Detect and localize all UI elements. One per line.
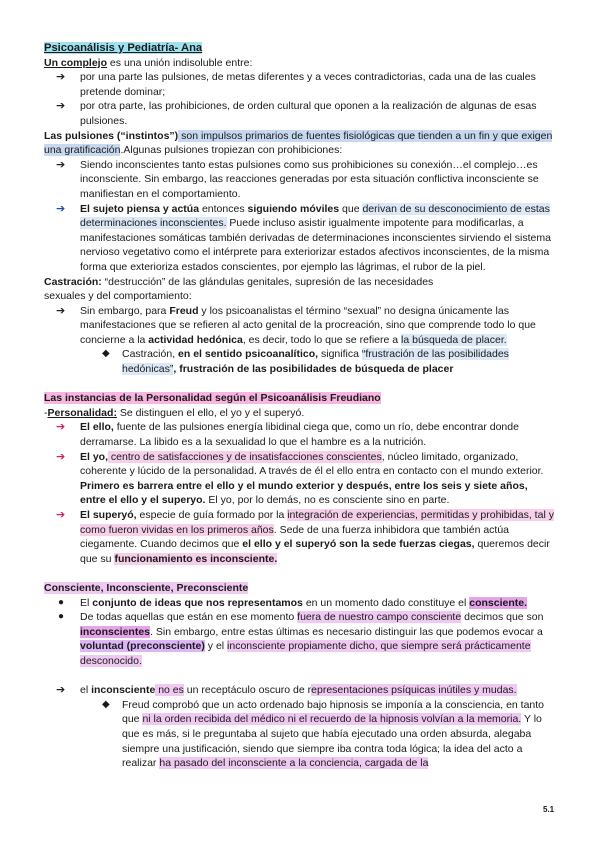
list-item: ➔ Siendo inconscientes tanto estas pulsiones como sus prohibiciones su conexión…el complejo…es inconsciente. Sin embargo, las reacciones generadas por esta situación conflictiva inconsciente se manifiestan en el comportamiento. — [56, 158, 539, 200]
list-item: ➔ El sujeto piensa y actúa entonces siguiendo móviles que derivan de su desconocimiento de estas determinaciones inconscientes. Puede incluso asistir igualmente impotente para modificarlas, a manifestaciones somáticas también derivadas de determinaciones inconscientes sirviendo el sistema nervioso vegetativo como el intérprete para exteriorizar estados afectivos inconscientes, de la misma forma que exterioriza estados conscientes, por ejemplo las lágrimas, el rubor de la piel. — [56, 202, 551, 273]
list-item-superyo: ➔ El superyó, especie de guía formado por la integración de experiencias, permitidas y prohibidas, tal y como fueron vividas en los primeros años. Sede de una fuerza inhibidora que también actúa ciegamente. Cuando decimos que el ello y el superyó son la sede fuerzas ciegas, queremos decir que su funcionamiento es inconsciente. — [56, 509, 554, 565]
sub-list-item: ◆ Castración, en el sentido psicoanalítico, significa “frustración de las posibilidades hedónicas”, frustración de las posibilidades de búsqueda de placer — [102, 348, 509, 376]
list-item: ➔ por otra parte, las prohibiciones, de orden cultural que oponen a la realización de algunas de esas pulsiones. — [56, 100, 537, 127]
sub-list-item: ◆ Freud comprobó que un acto ordenado bajo hipnosis se imponía a la consciencia, en tanto que ni la orden recibida del médico ni el recuerdo de la hipnosis volvían a la memoria. Y lo que es más, si le preguntaba al sujeto que había ejecutado una orden absurda, alegaba siempre una justificación, siendo que siempre iba contra toda lógica; la idea del acto a realizar ha pasado del inconsciente a la conciencia, cargada de la — [102, 698, 545, 770]
document-page — [44, 41, 556, 771]
arrow-icon: ➔ — [56, 450, 66, 463]
page-title: Psicoanálisis y Pediatría- Ana — [44, 42, 203, 54]
arrow-icon: ➔ — [56, 100, 66, 113]
page-number: 5.1 — [543, 805, 555, 814]
castracion-definition: Castración: “destrucción” de las glándulas genitales, supresión de las necesidades — [44, 275, 434, 288]
consciente-heading: Consciente, Inconsciente, Preconsciente — [44, 581, 249, 594]
instancias-heading: Las instancias de la Personalidad según el Psicoanálisis Freudiano — [44, 392, 381, 405]
arrow-icon: ➔ — [56, 304, 66, 317]
castracion-definition-cont: sexuales y del comportamiento: — [44, 290, 192, 303]
bullet-item: ● De todas aquellas que están en ese momento fuera de nuestro campo consciente decimos que son inconscientes. Sin embargo, entre estas últimas es necesario distinguir las que podemos evocar a voluntad (preconsciente) y el inconsciente propiamente dicho, que siempre será prácticamente desconocido. — [58, 611, 544, 667]
complejo-definition: Un complejo es una unión indisoluble entre: — [44, 56, 253, 69]
arrow-icon: ➔ — [56, 509, 66, 521]
bullet-icon: ● — [58, 596, 65, 608]
list-item-yo: ➔ El yo, centro de satisfacciones y de insatisfacciones conscientes, núcleo limitado, organizado, coherente y lúcido de la personalidad. A través de él el ello entra en contacto con el mundo exterior. Primero es barrera entre el ello y el mundo exterior y después, entre los seis y siete años, entre el ello y el superyo. El yo, por lo demás, no es consciente sino en parte. — [56, 450, 544, 507]
bullet-item: ● El conjunto de ideas que nos representamos en un momento dado constituye el consciente. — [58, 596, 528, 609]
list-item: ➔ Sin embargo, para Freud y los psicoanalistas el término “sexual” no designa únicamente las manifestaciones que se refieren al acto genital de la procreación, sino que comprende todo lo que concierne a la actividad hedónica, es decir, todo lo que se refiere a la búsqueda de placer. — [56, 304, 536, 346]
list-item-ello: ➔ El ello, fuente de las pulsiones energía libidinal ciega que, como un río, debe encontrar donde derramarse. La libido es a la sexualidad lo que el hambre es a la nutrición. — [56, 421, 519, 449]
list-item: ➔ por una parte las pulsiones, de metas diferentes y a veces contradictorias, cada una de las cuales pretende dominar; — [56, 71, 536, 98]
diamond-bullet-icon: ◆ — [102, 348, 110, 360]
arrow-icon: ➔ — [56, 202, 66, 215]
pulsiones-definition: Las pulsiones (“instintos”) son impulsos primarios de fuentes fisiológicas que tienden a un fin y que exigen una gratificación.Algunas pulsiones tropiezan con prohibiciones: — [44, 129, 553, 157]
arrow-icon: ➔ — [56, 158, 66, 171]
bullet-icon: ● — [58, 611, 65, 623]
arrow-icon: ➔ — [56, 71, 66, 84]
list-item: ➔ el inconsciente no es un receptáculo oscuro de representaciones psíquicas inútiles y mudas. — [56, 684, 517, 697]
diamond-bullet-icon: ◆ — [102, 698, 110, 710]
arrow-icon: ➔ — [56, 421, 66, 434]
arrow-icon: ➔ — [56, 684, 66, 697]
personalidad-intro: -Personalidad: Se distinguen el ello, el yo y el superyó. — [44, 406, 305, 419]
